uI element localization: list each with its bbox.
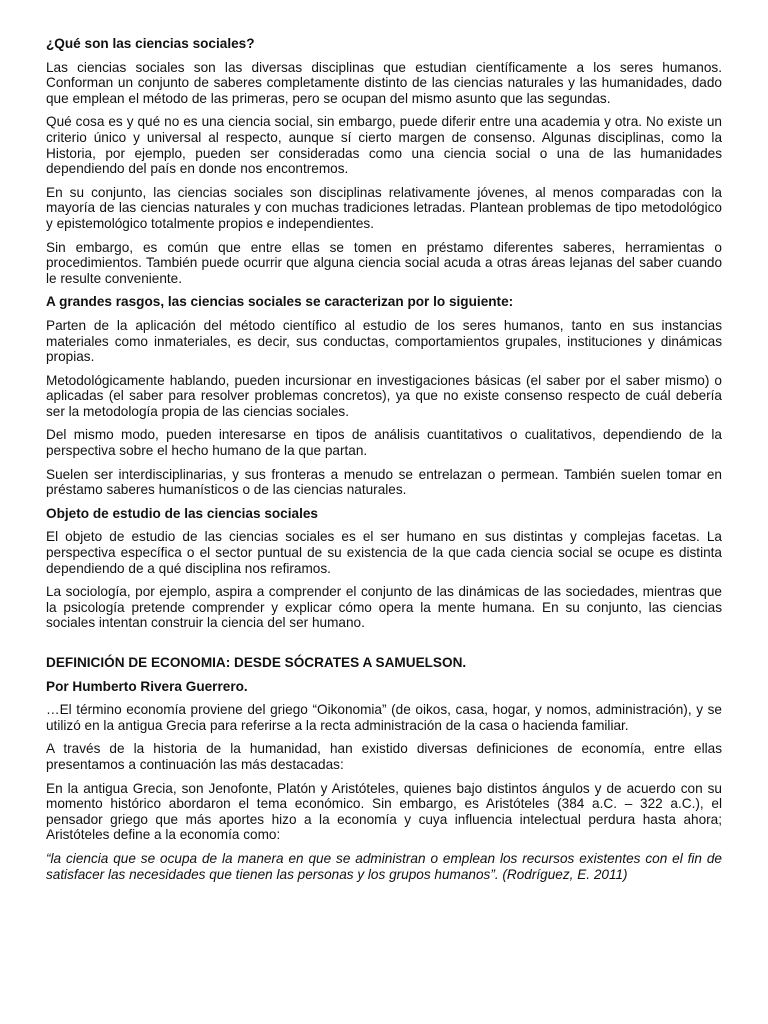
paragraph: …El término economía proviene del griego “Oikonomia” (de oikos, casa, hogar, y nomos, administración), y se utilizó en la antigua Grecia para referirse a la recta administración de la casa o hacienda familiar. bbox=[46, 702, 722, 733]
paragraph: En su conjunto, las ciencias sociales son disciplinas relativamente jóvenes, al menos comparadas con la mayoría de las ciencias naturales y con muchas tradiciones letradas. Plantean problemas de tipo metodológico y epistemológico totalmente propios e independientes. bbox=[46, 184, 722, 231]
document-page bbox=[46, 36, 722, 890]
paragraph: El objeto de estudio de las ciencias sociales es el ser humano en sus distintas y complejas facetas. La perspectiva específica o el sector puntual de su existencia de la que cada ciencia social se ocupe es distinta dependiendo de a qué disciplina nos refiramos. bbox=[46, 529, 722, 576]
paragraph: Sin embargo, es común que entre ellas se tomen en préstamo diferentes saberes, herramientas o procedimientos. También puede ocurrir que alguna ciencia social acuda a otras áreas lejanas del saber cuando le resulte conveniente. bbox=[46, 239, 722, 286]
section-heading-objeto-de-estudio: Objeto de estudio de las ciencias sociales bbox=[46, 505, 318, 521]
paragraph: Metodológicamente hablando, pueden incursionar en investigaciones básicas (el saber por el saber mismo) o aplicadas (el saber para resolver problemas concretos), ya que no existe consenso respecto de cuál debería ser la metodología propia de las ciencias sociales. bbox=[46, 372, 722, 419]
section-heading-definicion-economia: DEFINICIÓN DE ECONOMIA: DESDE SÓCRATES A SAMUELSON. bbox=[46, 655, 467, 670]
quote-paragraph: “la ciencia que se ocupa de la manera en que se administran o emplean los recursos existentes con el fin de satisfacer las necesidades que tienen las personas y los grupos humanos”. (Rodríguez, E. 2011) bbox=[46, 850, 722, 882]
section-heading-ciencias-sociales: ¿Qué son las ciencias sociales? bbox=[46, 36, 255, 51]
paragraph: En la antigua Grecia, son Jenofonte, Platón y Aristóteles, quienes bajo distintos ángulos y de acuerdo con su momento histórico abordaron el tema económico. Sin embargo, es Aristóteles (384 a.C. – 322 a.C.), el pensador griego que más aportes hizo a la economía y cuya influencia intelectual perdura hasta ahora; Aristóteles define a la economía como: bbox=[46, 780, 722, 843]
paragraph: Las ciencias sociales son las diversas disciplinas que estudian científicamente a los seres humanos. Conforman un conjunto de saberes completamente distinto de las ciencias naturales y las humanidades, dado que emplean el método de las primeras, pero se ocupan del mismo asunto que las segundas. bbox=[46, 59, 722, 106]
paragraph: Qué cosa es y qué no es una ciencia social, sin embargo, puede diferir entre una academia y otra. No existe un criterio único y universal al respecto, aunque sí cierto margen de consenso. Algunas disciplinas, como la Historia, por ejemplo, pueden ser consideradas como una ciencia social o una de las humanidades dependiendo del país en donde nos encontremos. bbox=[46, 114, 722, 177]
section-heading-caracteristicas: A grandes rasgos, las ciencias sociales se caracterizan por lo siguiente: bbox=[46, 294, 514, 310]
author-line: Por Humberto Rivera Guerrero. bbox=[46, 678, 248, 694]
section-spacer bbox=[46, 639, 722, 655]
paragraph: La sociología, por ejemplo, aspira a comprender el conjunto de las dinámicas de las sociedades, mientras que la psicología pretende comprender y explicar cómo opera la mente humana. En su conjunto, las ciencias sociales intentan construir la ciencia del ser humano. bbox=[46, 584, 722, 631]
paragraph: Suelen ser interdisciplinarias, y sus fronteras a menudo se entrelazan o permean. También suelen tomar en préstamo saberes humanísticos o de las ciencias naturales. bbox=[46, 466, 722, 498]
paragraph: Del mismo modo, pueden interesarse en tipos de análisis cuantitativos o cualitativos, dependiendo de la perspectiva sobre el hecho humano de la que partan. bbox=[46, 427, 722, 459]
paragraph: A través de la historia de la humanidad, han existido diversas definiciones de economía, entre ellas presentamos a continuación las más destacadas: bbox=[46, 741, 722, 772]
paragraph: Parten de la aplicación del método científico al estudio de los seres humanos, tanto en sus instancias materiales como inmateriales, es decir, sus conductas, comportamientos grupales, instituciones y dinámicas propias. bbox=[46, 317, 722, 365]
